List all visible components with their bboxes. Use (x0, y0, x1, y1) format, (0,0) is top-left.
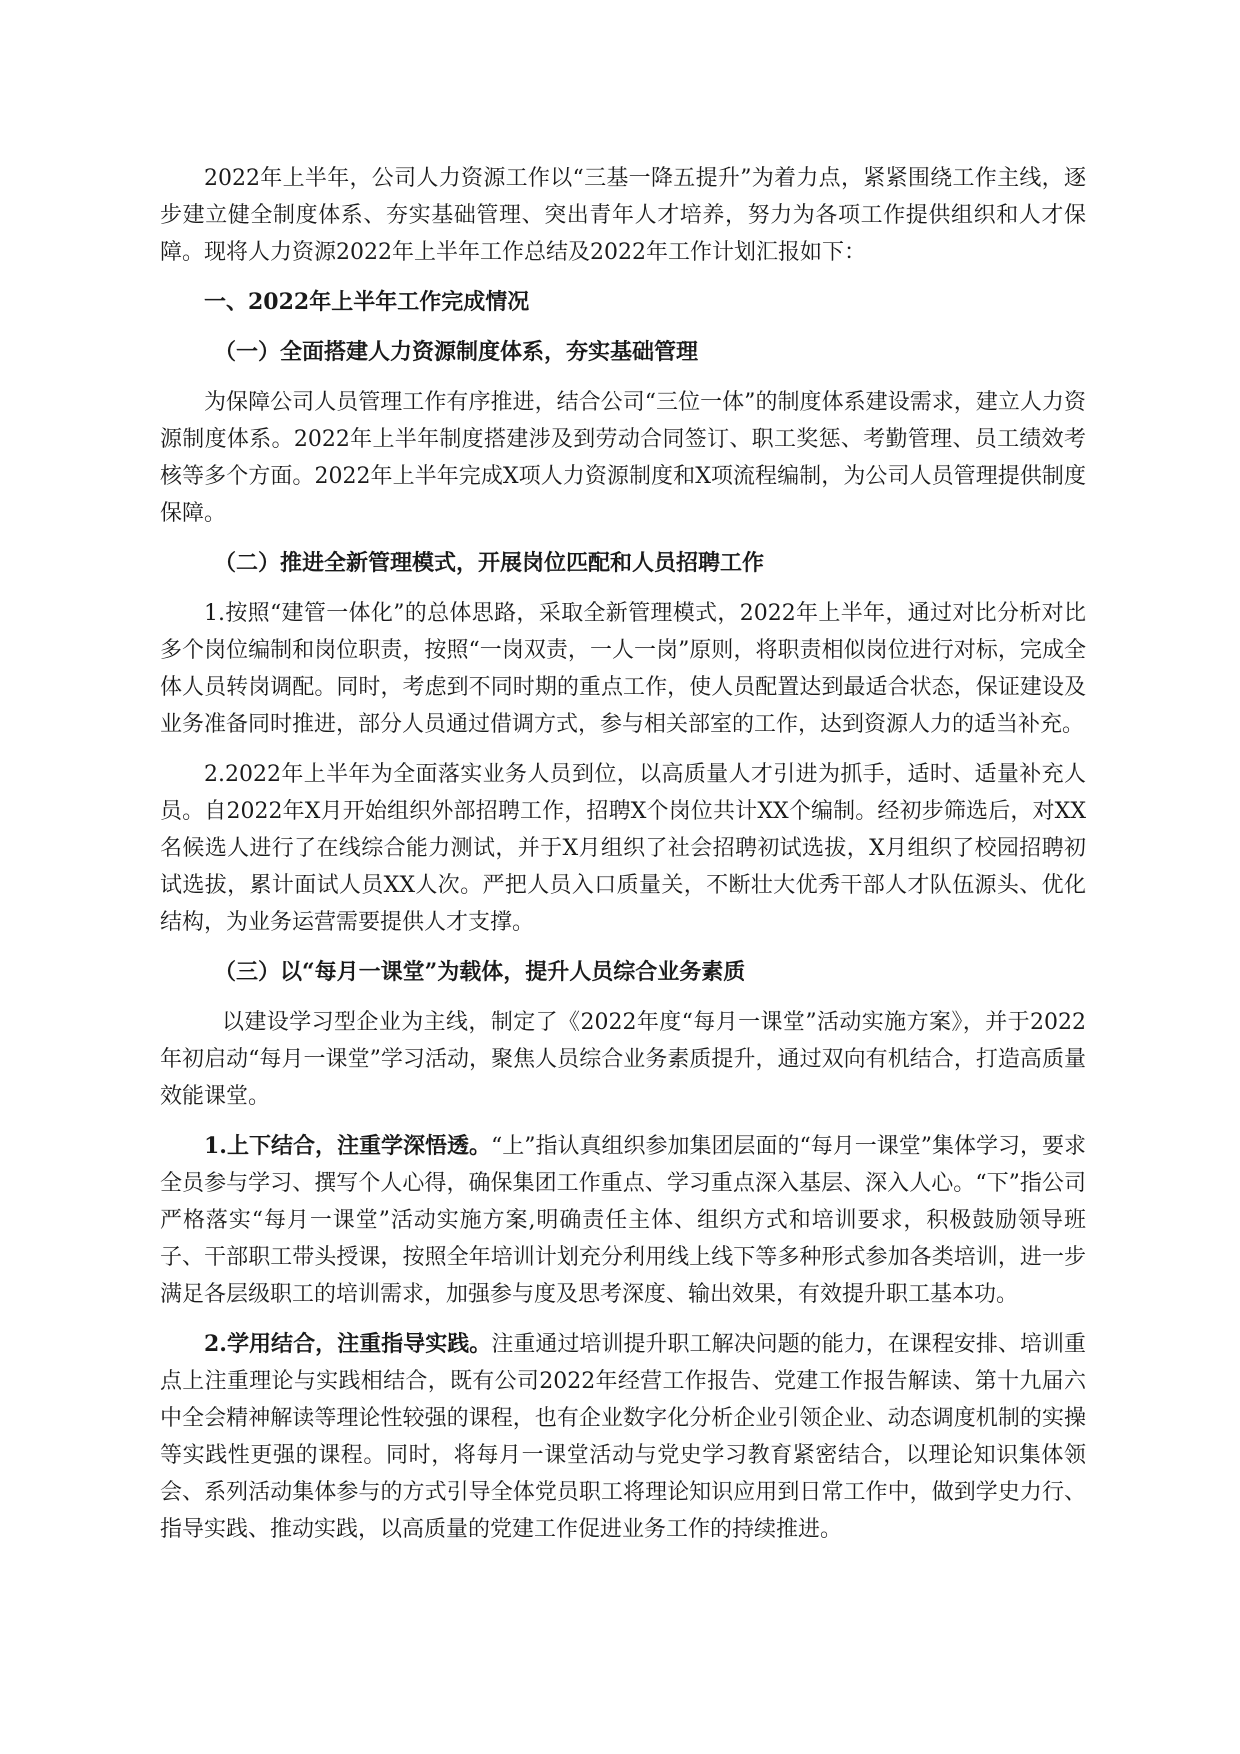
point-1-paragraph (160, 1128, 1086, 1313)
point-1-lead: 1.上下结合，注重学深悟透。 (204, 1133, 491, 1159)
subsection-1-paragraph: 为保障公司人员管理工作有序推进，结合公司“三位一体”的制度体系建设需求，建立人力资源制度体系。2022年上半年制度搭建涉及到劳动合同签订、职工奖惩、考勤管理、员工绩效考核等多个方面。2022年上半年完成X项人力资源制度和X项流程编制，为公司人员管理提供制度保障。 (160, 390, 1086, 526)
subsection-2-paragraph-2: 2.2022年上半年为全面落实业务人员到位，以高质量人才引进为抓手，适时、适量补充人员。自2022年X月开始组织外部招聘工作，招聘X个岗位共计XX个编制。经初步筛选后，对XX名候选人进行了在线综合能力测试，并于X月组织了社会招聘初试选拔，X月组织了校园招聘初试选拔，累计面试人员XX人次。严把人员入口质量关，不断壮大优秀干部人才队伍源头、优化结构，为业务运营需要提供人才支撑。 (160, 762, 1086, 935)
subsection-3-paragraph: 以建设学习型企业为主线，制定了《2022年度“每月一课堂”活动实施方案》，并于2022年初启动“每月一课堂”学习活动，聚焦人员综合业务素质提升，通过双向有机结合，打造高质量效能课堂。 (160, 1010, 1086, 1109)
section-heading-1: 一、2022年上半年工作完成情况 (204, 289, 530, 315)
subsection-2-paragraph-1: 1.按照“建管一体化”的总体思路，采取全新管理模式，2022年上半年，通过对比分析对比多个岗位编制和岗位职责，按照“一岗双责，一人一岗”原则，将职责相似岗位进行对标，完成全体人员转岗调配。同时，考虑到不同时期的重点工作，使人员配置达到最适合状态，保证建设及业务准备同时推进，部分人员通过借调方式，参与相关部室的工作，达到资源人力的适当补充。 (160, 601, 1086, 737)
point-2-paragraph (160, 1326, 1086, 1548)
intro-paragraph: 2022年上半年，公司人力资源工作以“三基一降五提升”为着力点，紧紧围绕工作主线，逐步建立健全制度体系、夯实基础管理、突出青年人才培养，努力为各项工作提供组织和人才保障。现将人力资源2022年上半年工作总结及2022年工作计划汇报如下： (160, 166, 1086, 265)
subsection-heading-3: （三）以“每月一课堂”为载体，提升人员综合业务素质 (214, 959, 746, 985)
point-2-lead: 2.学用结合，注重指导实践。 (204, 1331, 492, 1357)
point-2-body: 注重通过培训提升职工解决问题的能力，在课程安排、培训重点上注重理论与实践相结合，既有公司2022年经营工作报告、党建工作报告解读、第十九届六中全会精神解读等理论性较强的课程，也有企业数字化分析企业引领企业、动态调度机制的实操等实践性更强的课程。同时，将每月一课堂活动与党史学习教育紧密结合，以理论知识集体领会、系列活动集体参与的方式引导全体党员职工将理论知识应用到日常工作中，做到学史力行、指导实践、推动实践，以高质量的党建工作促进业务工作的持续推进。 (160, 1332, 1086, 1542)
subsection-heading-1: （一）全面搭建人力资源制度体系，夯实基础管理 (214, 339, 699, 365)
subsection-heading-2: （二）推进全新管理模式，开展岗位匹配和人员招聘工作 (214, 550, 765, 576)
document-page (160, 160, 1086, 1561)
point-1-body: “上”指认真组织参加集团层面的“每月一课堂”集体学习，要求全员参与学习、撰写个人心得，确保集团工作重点、学习重点深入基层、深入人心。“下”指公司严格落实“每月一课堂”活动实施方案,明确责任主体、组织方式和培训要求，积极鼓励领导班子、干部职工带头授课，按照全年培训计划充分利用线上线下等多种形式参加各类培训，进一步满足各层级职工的培训需求，加强参与度及思考深度、输出效果，有效提升职工基本功。 (160, 1134, 1086, 1307)
